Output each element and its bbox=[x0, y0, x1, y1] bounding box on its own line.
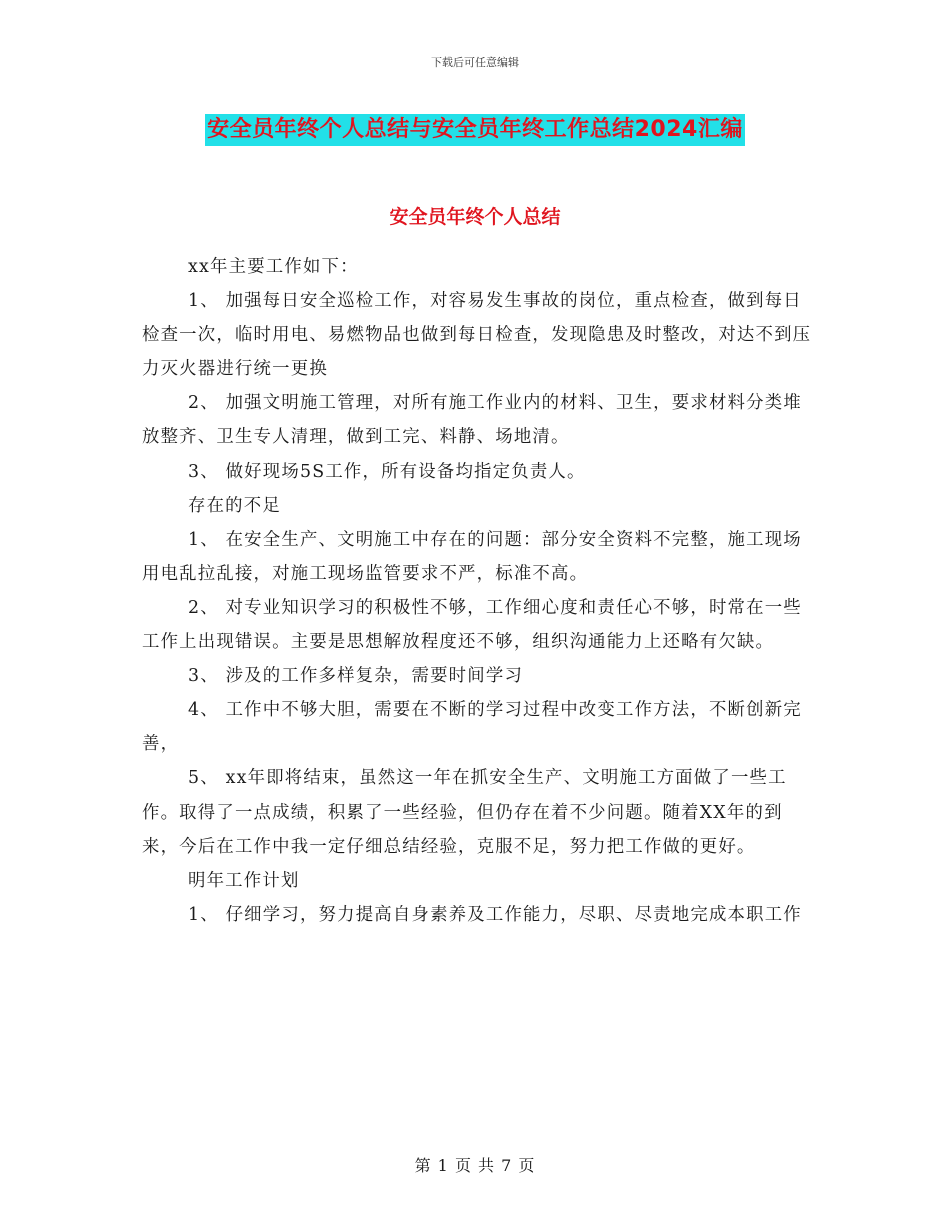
paragraph: 2、 对专业知识学习的积极性不够，工作细心度和责任心不够，时常在一些工作上出现错误。主要是思想解放程度还不够，组织沟通能力上还略有欠缺。 bbox=[142, 597, 802, 653]
paragraph: 4、 工作中不够大胆，需要在不断的学习过程中改变工作方法，不断创新完善， bbox=[142, 700, 802, 755]
subheading: 存在的不足 bbox=[188, 495, 281, 516]
paragraph: 3、 做好现场5S工作，所有设备均指定负责人。 bbox=[188, 461, 586, 482]
paragraph: 1、 加强每日安全巡检工作，对容易发生事故的岗位，重点检查，做到每日检查一次，临时用电、易燃物品也做到每日检查，发现隐患及时整改，对达不到压力灭火器进行统一更换 bbox=[142, 291, 812, 380]
paragraph: 3、 涉及的工作多样复杂，需要时间学习 bbox=[188, 666, 524, 687]
subheading: 明年工作计划 bbox=[188, 870, 300, 891]
body-text bbox=[142, 250, 812, 932]
main-title-wrap bbox=[0, 114, 950, 146]
paragraph: 1、 在安全生产、文明施工中存在的问题：部分安全资料不完整，施工现场用电乱拉乱接，对施工现场监管要求不严，标准不高。 bbox=[142, 529, 802, 584]
section-title: 安全员年终个人总结 bbox=[389, 206, 561, 228]
page-number-footer: 第 1 页 共 7 页 bbox=[414, 1156, 536, 1175]
paragraph: 1、 仔细学习，努力提高自身素养及工作能力，尽职、尽责地完成本职工作 bbox=[188, 904, 802, 925]
paragraph: 2、 加强文明施工管理，对所有施工作业内的材料、卫生，要求材料分类堆放整齐、卫生专人清理，做到工完、料静、场地清。 bbox=[142, 393, 802, 448]
main-title: 安全员年终个人总结与安全员年终工作总结2024汇编 bbox=[205, 114, 745, 146]
header-note: 下载后可任意编辑 bbox=[431, 56, 519, 69]
paragraph: 5、 xx年即将结束，虽然这一年在抓安全生产、文明施工方面做了一些工作。取得了一点成绩，积累了一些经验，但仍存在着不少问题。随着XX年的到来，今后在工作中我一定仔细总结经验，克服不足，努力把工作做的更好。 bbox=[142, 768, 787, 857]
paragraph: xx年主要工作如下： bbox=[188, 257, 359, 277]
